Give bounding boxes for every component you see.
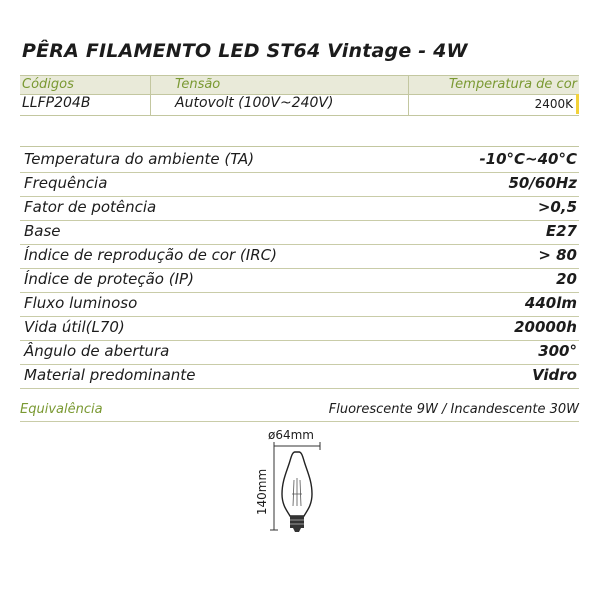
bulb-base [290, 516, 304, 528]
column-divider [150, 75, 151, 115]
bulb-filament [292, 478, 302, 506]
product-voltage: Autovolt (100V~240V) [175, 95, 334, 111]
specs-top-divider [20, 146, 579, 147]
spec-label: Frequência [24, 174, 108, 192]
header-voltage: Tensão [175, 77, 221, 92]
spec-label: Fator de potência [24, 198, 157, 216]
table-row [20, 244, 579, 269]
table-header-row [20, 75, 579, 95]
header-codes: Códigos [22, 77, 74, 92]
spec-value: 20 [556, 270, 577, 288]
spec-value: 50/60Hz [508, 174, 577, 192]
spec-label: Índice de reprodução de cor (IRC) [24, 246, 277, 264]
table-row [20, 316, 579, 341]
equivalence-row [20, 401, 579, 422]
column-divider [408, 75, 409, 115]
product-color-temp: 2400K [534, 97, 573, 111]
header-color-temp: Temperatura de cor [448, 77, 577, 92]
spec-value: -10°C~40°C [479, 150, 577, 168]
spec-value: E27 [545, 222, 577, 240]
spec-value: 300° [538, 342, 577, 360]
height-dimension-label: 140mm [255, 468, 269, 516]
color-swatch [576, 94, 579, 114]
table-row [20, 196, 579, 221]
spec-label: Temperatura do ambiente (TA) [24, 150, 255, 168]
table-row [20, 340, 579, 365]
spec-label: Material predominante [24, 366, 196, 384]
table-row [20, 172, 579, 197]
table-row [20, 292, 579, 317]
table-row [20, 148, 579, 173]
spec-value: 20000h [514, 318, 577, 336]
equivalence-value: Fluorescente 9W / Incandescente 30W [328, 402, 579, 417]
spec-label: Ângulo de abertura [24, 342, 170, 360]
spec-value: Vidro [532, 366, 577, 384]
spec-label: Fluxo luminoso [24, 294, 138, 312]
product-title: PÊRA FILAMENTO LED ST64 Vintage - 4W [22, 40, 468, 62]
spec-label: Base [24, 222, 61, 240]
spec-label: Vida útil(L70) [24, 318, 125, 336]
width-dimension-label: ø64mm [268, 428, 314, 442]
spec-value: 440lm [524, 294, 577, 312]
table-row [20, 268, 579, 293]
table-row [20, 364, 579, 389]
bulb-drawing [268, 440, 328, 540]
spec-value: >0,5 [537, 198, 577, 216]
equivalence-label: Equivalência [20, 402, 103, 417]
spec-label: Índice de proteção (IP) [24, 270, 194, 288]
product-code-row [20, 93, 579, 116]
table-row [20, 220, 579, 245]
spec-value: > 80 [538, 246, 577, 264]
product-code: LLFP204B [22, 95, 91, 111]
